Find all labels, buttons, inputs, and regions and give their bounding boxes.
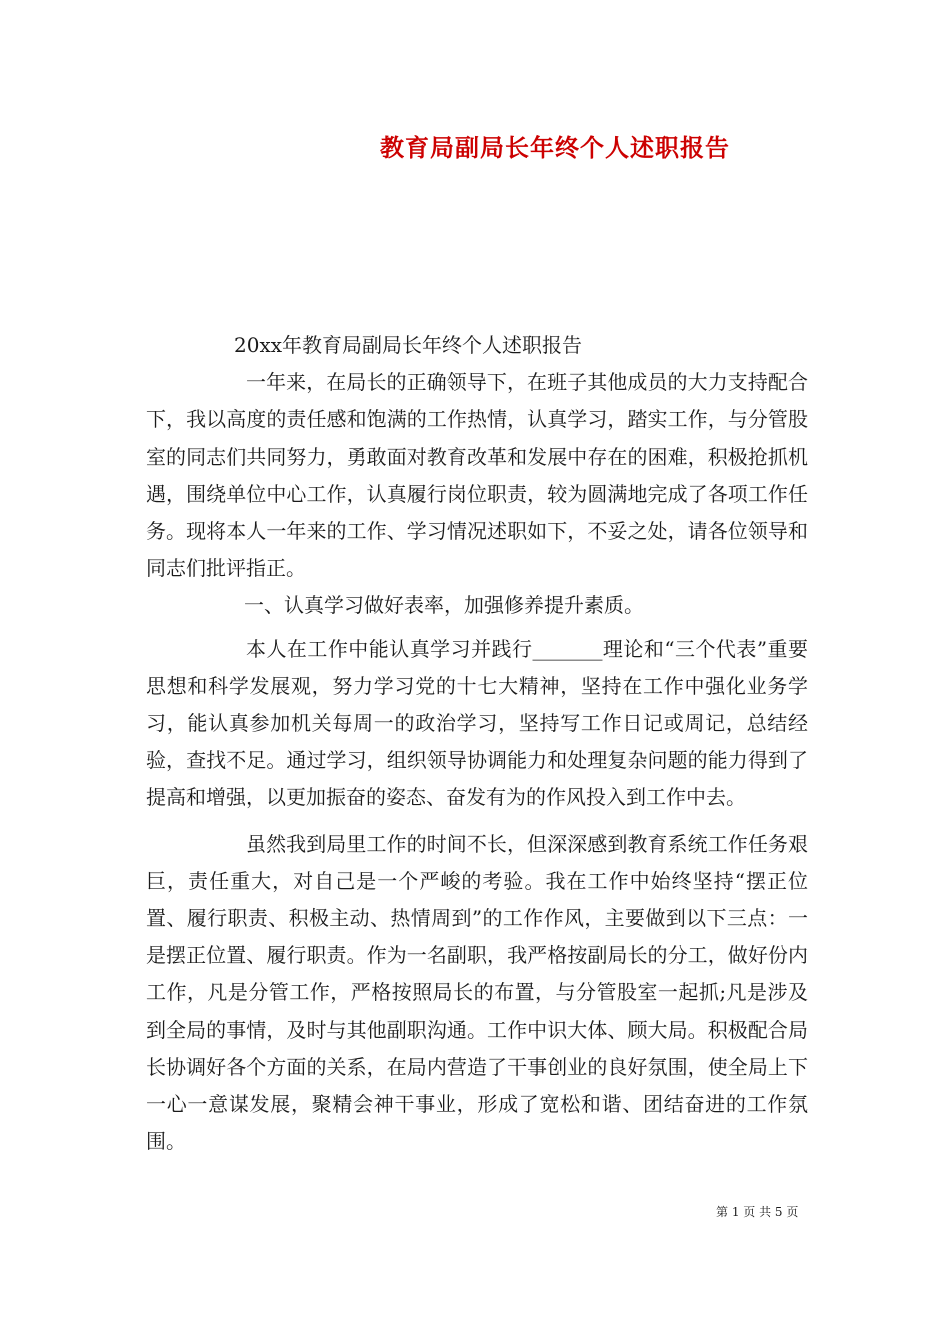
paragraph-work-style: 虽然我到局里工作的时间不长，但深深感到教育系统工作任务艰巨，责任重大，对自己是一个严峻的考验。我在工作中始终坚持“摆正位置、履行职责、积极主动、热情周到”的工作作风，主要做到以下三点：一是摆正位置、履行职责。作为一名副职，我严格按副局长的分工，做好份内工作，凡是分管工作，严格按照局长的布置，与分管股室一起抓;凡是涉及到全局的事情，及时与其他副职沟通。工作中识大体、顾大局。积极配合局长协调好各个方面的关系，在局内营造了干事创业的良好氛围，使全局上下一心一意谋发展，聚精会神干事业，形成了宽松和谐、团结奋进的工作氛围。 (146, 831, 808, 1154)
paragraph-intro: 一年来，在局长的正确领导下，在班子其他成员的大力支持配合下，我以高度的责任感和饱满的工作热情，认真学习，踏实工作，与分管股室的同志们共同努力，勇敢面对教育改革和发展中存在的困难，积极抢抓机遇，围绕单位中心工作，认真履行岗位职责，较为圆满地完成了各项工作任务。现将本人一年来的工作、学习情况述职如下，不妥之处，请各位领导和同志们批评指正。 (146, 370, 808, 581)
paragraph-study: 本人在工作中能认真学习并践行_______理论和“三个代表”重要思想和科学发展观，努力学习党的十七大精神，坚持在工作中强化业务学习，能认真参加机关每周一的政治学习，坚持写工作日记或周记，总结经验，查找不足。通过学习，组织领导协调能力和处理复杂问题的能力得到了提高和增强，以更加振奋的姿态、奋发有为的作风投入到工作中去。 (146, 636, 808, 810)
document-body (146, 327, 808, 1160)
section-heading-1: 一、认真学习做好表率，加强修养提升素质。 (244, 593, 644, 618)
page-indicator: 第 1 页 共 5 页 (716, 1205, 799, 1219)
document-title: 教育局副局长年终个人述职报告 (380, 133, 730, 162)
document-subtitle: 20xx年教育局副局长年终个人述职报告 (234, 333, 583, 357)
